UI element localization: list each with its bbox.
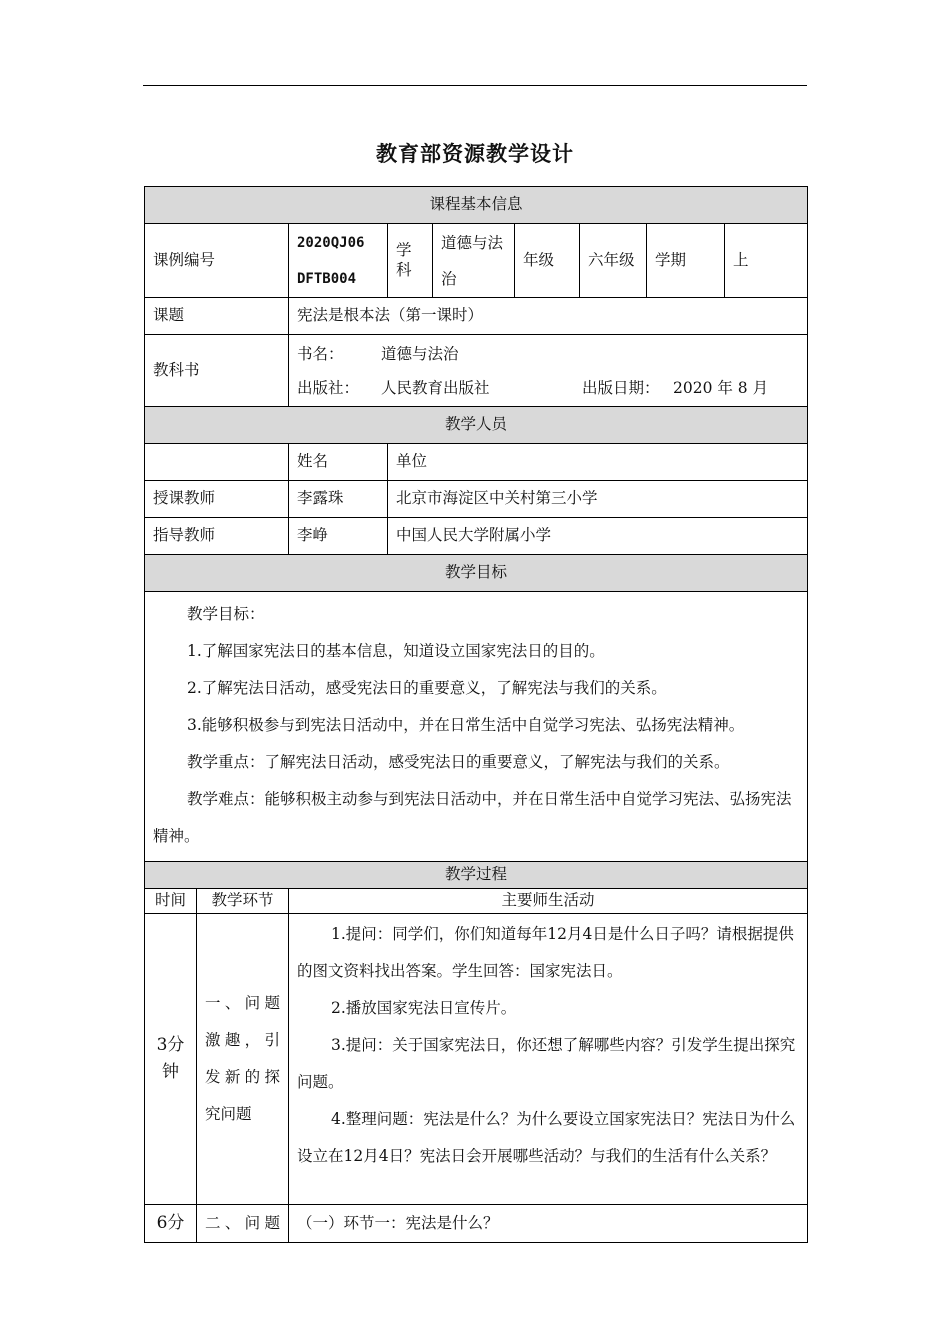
staff-role-header	[145, 444, 289, 481]
section-header-goals: 教学目标	[145, 555, 808, 592]
topic-row	[145, 298, 808, 335]
staff-row	[145, 518, 808, 555]
process-activity-header: 主要师生活动	[289, 889, 808, 914]
pub-date-label: 出版日期：	[582, 378, 660, 397]
activity-item: 2.播放国家宪法日宣传片。	[331, 999, 517, 1017]
activity-item: 3.提问：关于国家宪法日，你还想了解哪些内容？引发学生提出探究问题。	[297, 1036, 796, 1091]
textbook-details	[289, 335, 808, 407]
case-label: 课例编号	[145, 224, 289, 298]
goals-content	[145, 592, 808, 862]
case-code-line-1: 2020QJ06	[297, 234, 365, 251]
process-stage	[197, 914, 289, 1205]
case-code-line-2: DFTB004	[297, 270, 357, 287]
staff-unit: 北京市海淀区中关村第三小学	[388, 481, 808, 518]
publisher-line	[297, 371, 799, 405]
book-name-value: 道德与法治	[381, 344, 459, 363]
subject-line-1: 道德与法	[441, 233, 504, 252]
process-row	[145, 914, 808, 1205]
difficult-point: 教学难点：能够积极主动参与到宪法日活动中，并在日常生活中自觉学习宪法、弘扬宪法精神。	[153, 790, 792, 845]
publisher-label: 出版社：	[297, 378, 360, 397]
process-time	[145, 914, 197, 1205]
process-stage-line-2: 激趣，引	[205, 1031, 280, 1049]
textbook-row	[145, 335, 808, 407]
goal-item: 3.能够积极参与到宪法日活动中，并在日常生活中自觉学习宪法、弘扬宪法精神。	[187, 716, 745, 734]
section-header-process: 教学过程	[145, 862, 808, 889]
pub-date-value: 2020 年 8 月	[673, 378, 769, 397]
staff-row	[145, 481, 808, 518]
process-time-header: 时间	[145, 889, 197, 914]
grade-value: 六年级	[580, 224, 647, 298]
lesson-plan-table-wrapper	[144, 186, 807, 1243]
term-label: 学期	[647, 224, 725, 298]
goal-item: 2.了解宪法日活动，感受宪法日的重要意义，了解宪法与我们的关系。	[187, 679, 667, 697]
process-stage-line-3: 发新的探	[205, 1068, 280, 1086]
staff-unit-header: 单位	[388, 444, 808, 481]
staff-header-row	[145, 444, 808, 481]
activity-item: 1.提问：同学们，你们知道每年12月4日是什么日子吗？请根据提供的图文资料找出答案。学生回答：国家宪法日。	[297, 925, 794, 980]
process-time-line-2: 钟	[162, 1062, 179, 1082]
staff-name: 李峥	[289, 518, 388, 555]
subject-label: 学科	[388, 224, 433, 298]
activity-item: 4.整理问题：宪法是什么？为什么要设立国家宪法日？宪法日为什么设立在12月4日？宪法日会开展哪些活动？与我们的生活有什么关系？	[297, 1110, 796, 1165]
staff-unit: 中国人民大学附属小学	[388, 518, 808, 555]
process-stage-line-1: 一、问题	[205, 994, 280, 1012]
process-activity: （一）环节一：宪法是什么？	[289, 1205, 808, 1243]
case-code	[289, 224, 388, 298]
grade-label: 年级	[515, 224, 580, 298]
process-activities	[289, 914, 808, 1205]
staff-role: 指导教师	[145, 518, 289, 555]
staff-name-header: 姓名	[289, 444, 388, 481]
subject-line-2: 治	[441, 269, 457, 288]
process-stage: 二、问题	[197, 1205, 289, 1243]
section-header-basic: 课程基本信息	[145, 187, 808, 224]
staff-role: 授课教师	[145, 481, 289, 518]
section-row-process	[145, 862, 808, 889]
book-name-line	[297, 337, 799, 371]
goals-row	[145, 592, 808, 862]
process-time-line-1: 3分	[156, 1035, 185, 1055]
term-value: 上	[725, 224, 808, 298]
section-header-staff: 教学人员	[145, 407, 808, 444]
section-row-staff	[145, 407, 808, 444]
textbook-label: 教科书	[145, 335, 289, 407]
publisher-value: 人民教育出版社	[381, 378, 490, 397]
process-stage-header: 教学环节	[197, 889, 289, 914]
basic-info-row	[145, 224, 808, 298]
process-header-row	[145, 889, 808, 914]
header-rule	[143, 85, 807, 86]
book-name-label: 书名：	[297, 344, 344, 363]
goals-heading: 教学目标：	[187, 605, 265, 623]
process-stage-line-4: 究问题	[205, 1105, 252, 1123]
staff-name: 李露珠	[289, 481, 388, 518]
lesson-plan-table	[144, 186, 808, 1243]
document-title: 教育部资源教学设计	[376, 141, 574, 166]
subject-value	[433, 224, 515, 298]
process-time: 6分	[145, 1205, 197, 1243]
goal-item: 1.了解国家宪法日的基本信息，知道设立国家宪法日的目的。	[187, 642, 605, 660]
topic-value: 宪法是根本法（第一课时）	[289, 298, 808, 335]
section-row-goals	[145, 555, 808, 592]
topic-label: 课题	[145, 298, 289, 335]
section-row-basic	[145, 187, 808, 224]
key-point: 教学重点：了解宪法日活动，感受宪法日的重要意义，了解宪法与我们的关系。	[187, 753, 730, 771]
process-row	[145, 1205, 808, 1243]
